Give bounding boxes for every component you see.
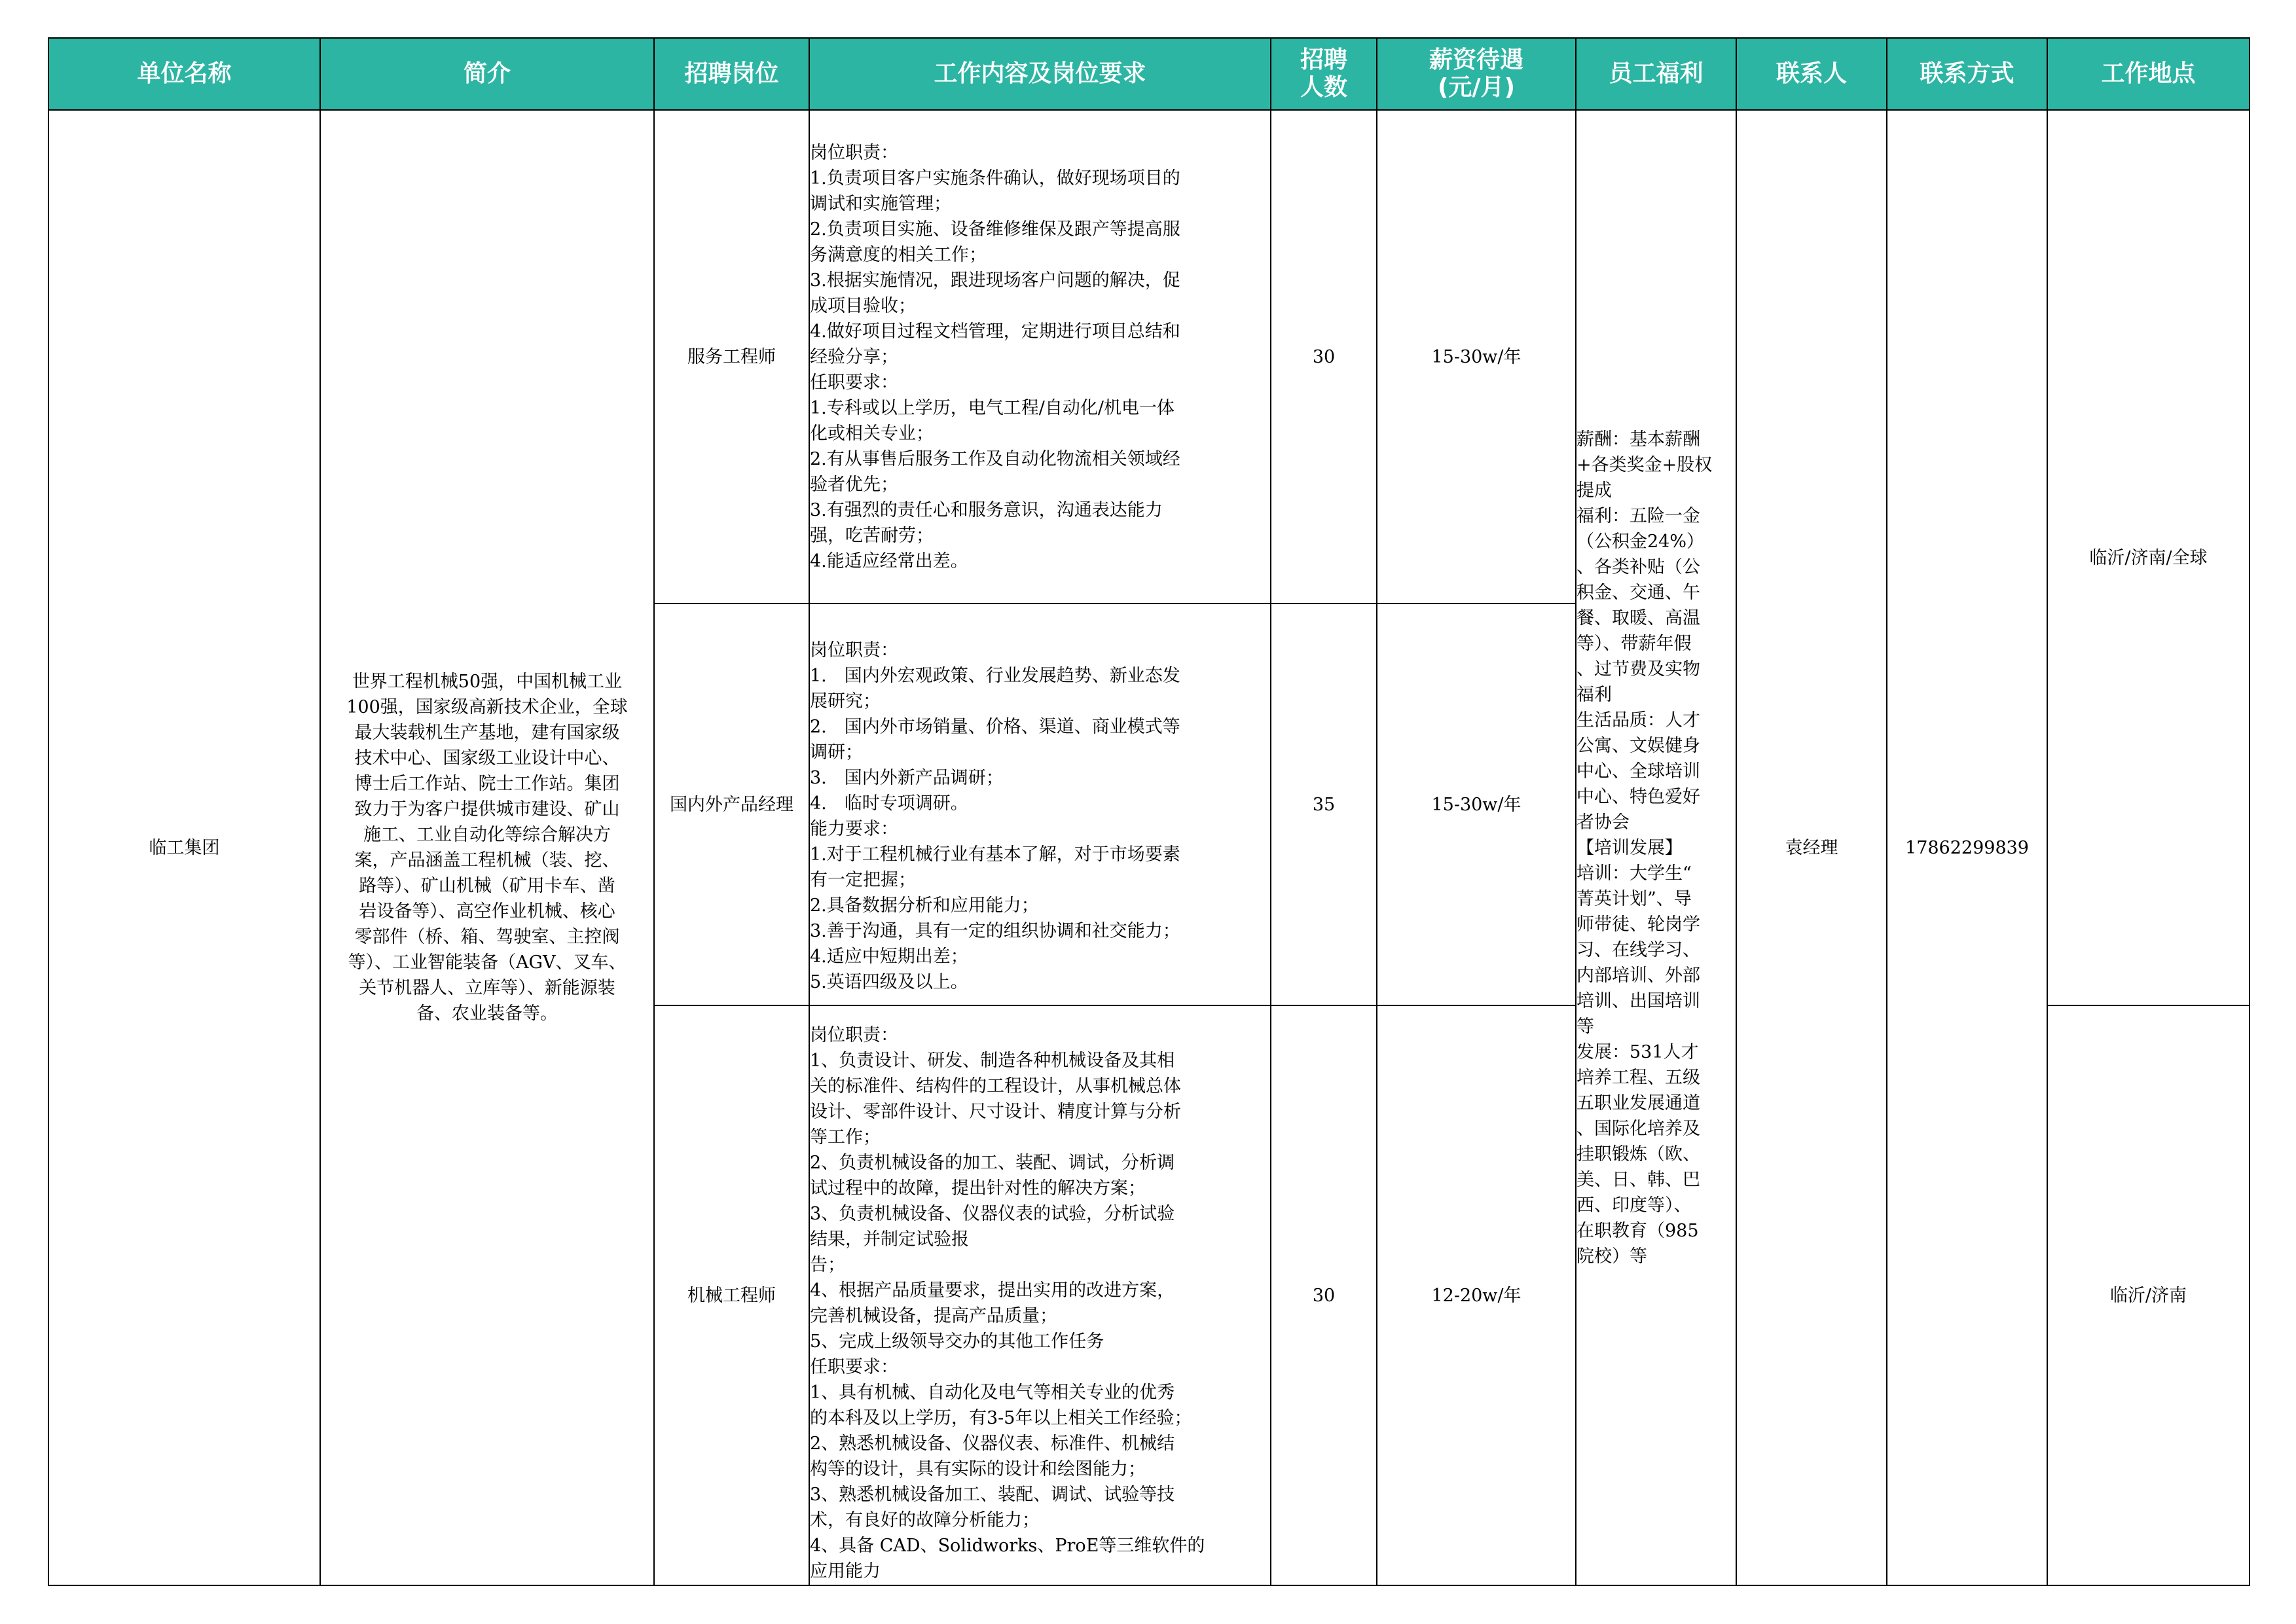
job-title: 国内外产品经理 — [654, 604, 809, 1005]
company-name: 临工集团 — [48, 110, 320, 1585]
header-company: 单位名称 — [48, 38, 320, 110]
job-salary: 15-30w/年 — [1377, 110, 1576, 604]
table-row — [48, 110, 2250, 604]
header-duties: 工作内容及岗位要求 — [809, 38, 1271, 110]
header-contact-person: 联系人 — [1736, 38, 1887, 110]
company-intro: 世界工程机械50强，中国机械工业 100强，国家级高新技术企业，全球 最大装载机生产基地，建有国家级 技术中心、国家级工业设计中心、 博士后工作站、院士工作站。集团 致力于为客户提供城市建设、矿山 施工、工业自动化等综合解决方 案，产品涵盖工程机械（装、挖、 路等）、矿山机械（矿用卡车、凿 岩设备等）、高空作业机械、核心 零部件（桥、箱、驾驶室、主控阀 等）、工业智能装备（AGV、叉车、 关节机器人、立库等）、新能源装 备、农业装备等。 — [320, 110, 654, 1585]
job-headcount: 30 — [1271, 1005, 1377, 1585]
work-location: 临沂/济南/全球 — [2047, 110, 2250, 1005]
contact-person: 袁经理 — [1736, 110, 1887, 1585]
job-salary: 12-20w/年 — [1377, 1005, 1576, 1585]
header-headcount: 招聘 人数 — [1271, 38, 1377, 110]
job-headcount: 30 — [1271, 110, 1377, 604]
header-contact-method: 联系方式 — [1887, 38, 2047, 110]
recruitment-table — [48, 37, 2250, 1586]
employee-benefits: 薪酬：基本薪酬 +各类奖金+股权 提成 福利：五险一金 （公积金24%） 、各类补贴（公 积金、交通、午 餐、取暖、高温 等）、带薪年假 、过节费及实物 福利 生活品质：人才 公寓、文娱健身 中心、全球培训 中心、特色爱好 者协会 【培训发展】 培训：大学生“ 菁英计划”、导 师带徒、轮岗学 习、在线学习、 内部培训、外部 培训、出国培训 等 发展：531人才 培养工程、五级 五职业发展通道 、国际化培养及 挂职锻炼（欧、 美、日、韩、巴 西、印度等）、 在职教育（985 院校）等 — [1576, 110, 1736, 1585]
job-headcount: 35 — [1271, 604, 1377, 1005]
contact-phone: 17862299839 — [1887, 110, 2047, 1585]
header-row — [48, 38, 2250, 110]
job-title: 机械工程师 — [654, 1005, 809, 1585]
job-salary: 15-30w/年 — [1377, 604, 1576, 1005]
header-location: 工作地点 — [2047, 38, 2250, 110]
work-location: 临沂/济南 — [2047, 1005, 2250, 1585]
header-benefits: 员工福利 — [1576, 38, 1736, 110]
job-title: 服务工程师 — [654, 110, 809, 604]
header-intro: 简介 — [320, 38, 654, 110]
job-duties: 岗位职责： 1. 国内外宏观政策、行业发展趋势、新业态发 展研究； 2. 国内外市场销量、价格、渠道、商业模式等 调研； 3. 国内外新产品调研； 4. 临时专项调研。 能力要求： 1.对于工程机械行业有基本了解，对于市场要素 有一定把握； 2.具备数据分析和应用能力； 3.善于沟通，具有一定的组织协调和社交能力； 4.适应中短期出差； 5.英语四级及以上。 — [809, 604, 1271, 1005]
job-duties: 岗位职责： 1、负责设计、研发、制造各种机械设备及其相 关的标准件、结构件的工程设计，从事机械总体 设计、零部件设计、尺寸设计、精度计算与分析 等工作； 2、负责机械设备的加工、装配、调试，分析调 试过程中的故障，提出针对性的解决方案； 3、负责机械设备、仪器仪表的试验，分析试验 结果，并制定试验报 告； 4、根据产品质量要求，提出实用的改进方案， 完善机械设备，提高产品质量； 5、完成上级领导交办的其他工作任务 任职要求： 1、具有机械、自动化及电气等相关专业的优秀 的本科及以上学历，有3-5年以上相关工作经验； 2、熟悉机械设备、仪器仪表、标准件、机械结 构等的设计，具有实际的设计和绘图能力； 3、熟悉机械设备加工、装配、调试、试验等技 术，有良好的故障分析能力； 4、具备 CAD、Solidworks、ProE等三维软件的 应用能力 — [809, 1005, 1271, 1585]
job-duties: 岗位职责： 1.负责项目客户实施条件确认，做好现场项目的 调试和实施管理； 2.负责项目实施、设备维修维保及跟产等提高服 务满意度的相关工作； 3.根据实施情况，跟进现场客户问题的解决，促 成项目验收； 4.做好项目过程文档管理，定期进行项目总结和 经验分享； 任职要求： 1.专科或以上学历，电气工程/自动化/机电一体 化或相关专业； 2.有从事售后服务工作及自动化物流相关领域经 验者优先； 3.有强烈的责任心和服务意识，沟通表达能力 强，吃苦耐劳； 4.能适应经常出差。 — [809, 110, 1271, 604]
header-salary: 薪资待遇 (元/月) — [1377, 38, 1576, 110]
header-position: 招聘岗位 — [654, 38, 809, 110]
